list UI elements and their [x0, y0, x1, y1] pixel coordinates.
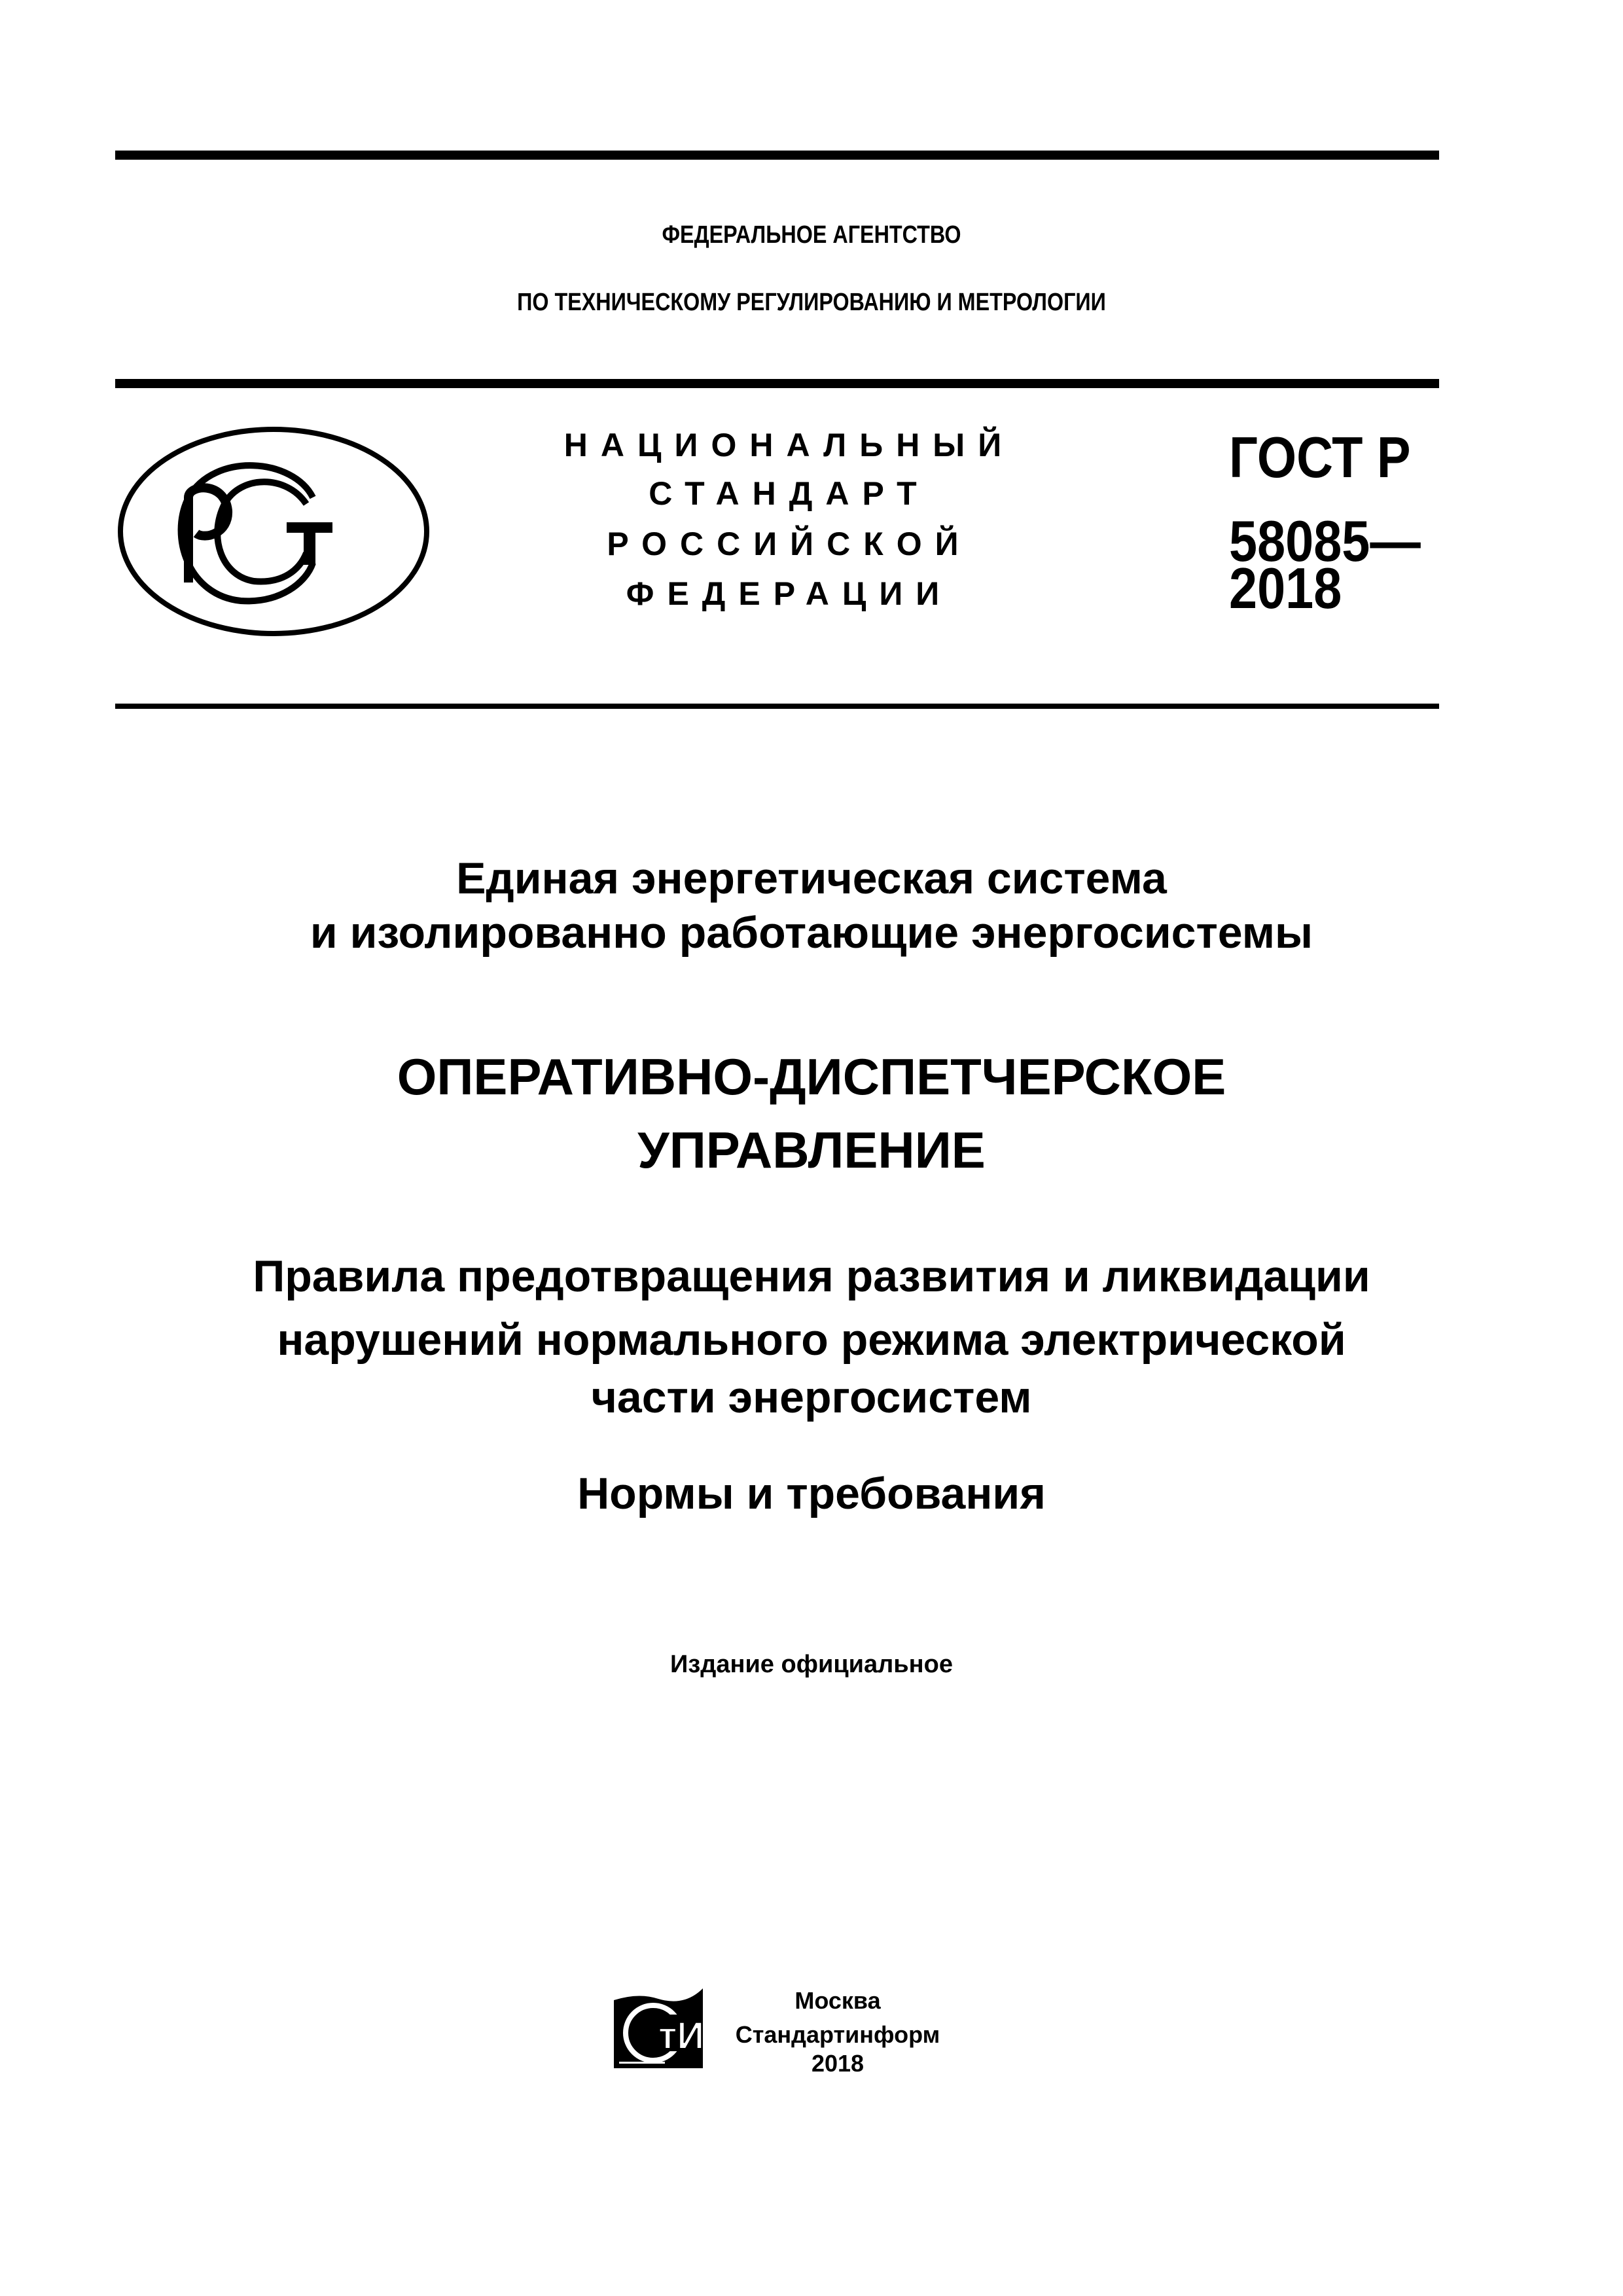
agency-line-1: ФЕДЕРАЛЬНОЕ АГЕНТСТВО — [662, 221, 961, 249]
agency-line-2: ПО ТЕХНИЧЕСКОМУ РЕГУЛИРОВАНИЮ И МЕТРОЛОГИИ — [517, 289, 1106, 316]
part-title: Нормы и требования — [577, 1469, 1046, 1518]
publisher-year: 2018 — [811, 2050, 865, 2077]
designation-line-2: 58085— — [1229, 509, 1421, 573]
subtitle-line-2: нарушений нормального режима электрической — [277, 1315, 1346, 1365]
gost-r-logo-icon — [116, 425, 431, 637]
designation-line-1: ГОСТ Р — [1229, 425, 1411, 490]
subtitle-line-3: части энергосистем — [591, 1372, 1032, 1422]
standartinform-logo-icon — [613, 1987, 705, 2073]
svg-text:тИ: тИ — [658, 2015, 705, 2057]
standard-type-line-4: ФЕДЕРАЦИИ — [626, 575, 953, 612]
publisher-name: Стандартинформ — [735, 2021, 940, 2048]
edition-label: Издание официальное — [670, 1651, 953, 1678]
series-title-line-2: и изолированно работающие энергосистемы — [310, 908, 1313, 958]
middle-rule — [115, 379, 1439, 388]
standard-type-line-1: НАЦИОНАЛЬНЫЙ — [563, 427, 1015, 463]
standard-type-line-3: РОССИЙСКОЙ — [607, 526, 972, 562]
designation-line-3: 2018 — [1229, 556, 1342, 620]
bottom-rule — [115, 704, 1439, 709]
series-title-line-1: Единая энергетическая система — [456, 853, 1167, 903]
standard-type-line-2: СТАНДАРТ — [649, 475, 930, 512]
publisher-city: Москва — [794, 1987, 881, 2014]
top-rule — [115, 151, 1439, 160]
subtitle-line-1: Правила предотвращения развития и ликвидации — [253, 1251, 1370, 1301]
main-title-line-2: УПРАВЛЕНИЕ — [637, 1121, 986, 1179]
main-title-line-1: ОПЕРАТИВНО-ДИСПЕТЧЕРСКОЕ — [397, 1048, 1226, 1105]
